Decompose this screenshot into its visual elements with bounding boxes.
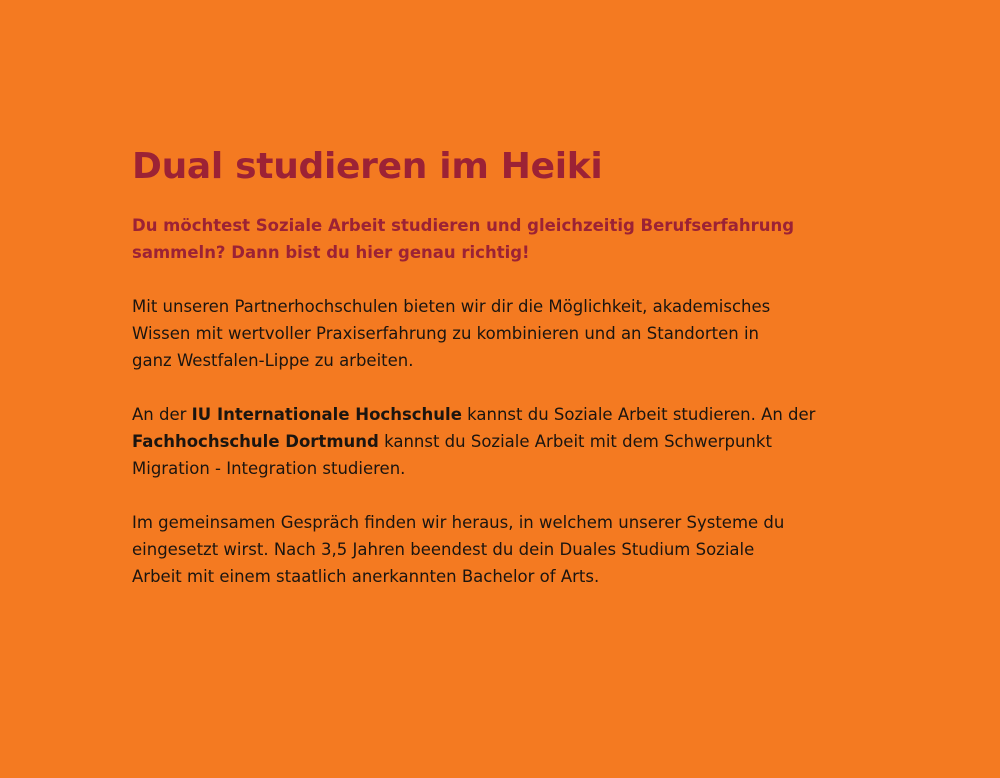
text-line: Wissen mit wertvoller Praxiserfahrung zu kombinieren und an Standorten in [132, 324, 759, 343]
paragraph-universities [132, 401, 912, 482]
text: kannst du Soziale Arbeit studieren. An der [461, 405, 816, 424]
page-title: Dual studieren im Heiki [132, 146, 603, 187]
lead-line: sammeln? Dann bist du hier genau richtig! [132, 243, 530, 262]
text-line: Arbeit mit einem staatlich anerkannten Bachelor of Arts. [132, 567, 600, 586]
text: kannst du Soziale Arbeit mit dem Schwerpunkt [378, 432, 772, 451]
text: An der [132, 405, 192, 424]
text-line [132, 428, 912, 455]
paragraph-partners [132, 293, 912, 374]
text-line: eingesetzt wirst. Nach 3,5 Jahren beendest du dein Duales Studium Soziale [132, 540, 755, 559]
lead-line: Du möchtest Soziale Arbeit studieren und gleichzeitig Berufserfahrung [132, 216, 795, 235]
text-line: ganz Westfalen-Lippe zu arbeiten. [132, 351, 414, 370]
paragraph-degree [132, 509, 912, 590]
text-line: Mit unseren Partnerhochschulen bieten wir dir die Möglichkeit, akademisches [132, 297, 771, 316]
text-line: Im gemeinsamen Gespräch finden wir heraus, in welchem unserer Systeme du [132, 513, 785, 532]
lead-paragraph [132, 212, 912, 266]
text-line: Migration - Integration studieren. [132, 459, 406, 478]
text-line [132, 401, 912, 428]
university-iu: IU Internationale Hochschule [191, 405, 462, 424]
content-section [132, 142, 912, 590]
university-fh-dortmund: Fachhochschule Dortmund [132, 432, 379, 451]
